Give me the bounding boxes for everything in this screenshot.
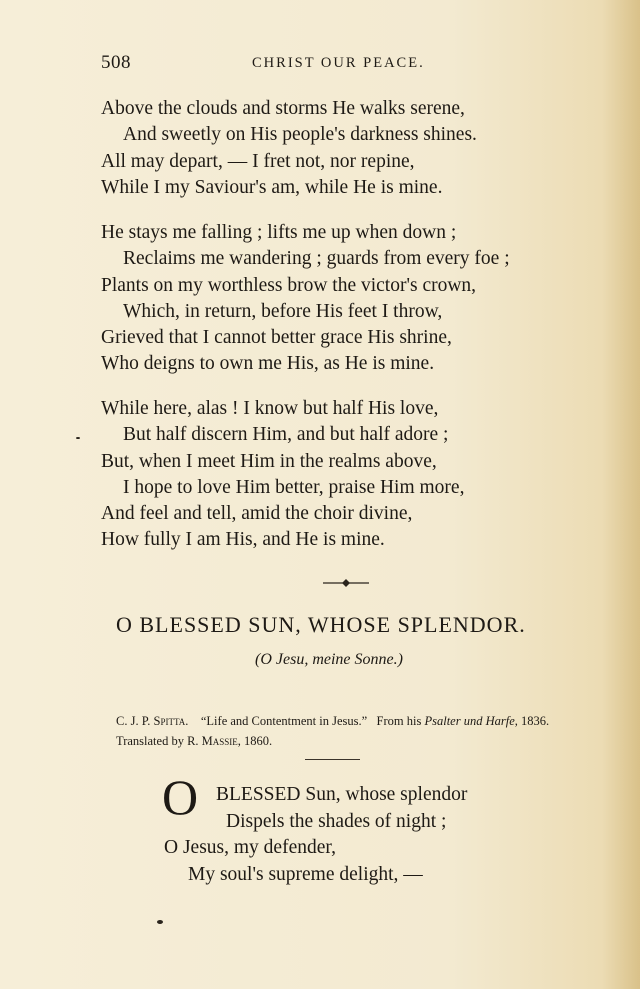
poem-line: All may depart, — I fret not, nor repine, [101,150,415,172]
translator-name: R. Massie [187,734,238,748]
ink-speck [157,920,163,924]
poem-line: Grieved that I cannot better grace His shrine, [101,327,452,349]
translator-year: , 1860. [237,734,273,748]
section-ornament-icon [321,577,371,589]
poem-line: But, when I meet Him in the realms above, [101,450,437,472]
hymn-line: O Jesus, my defender, [164,837,336,858]
translation-note: , 1836. Translated by [116,714,550,748]
poem-line: But half discern Him, and but half adore ; [123,424,449,446]
running-title: CHRIST OUR PEACE. [252,55,425,71]
poem-line: While here, alas ! I know but half His love, [101,398,439,419]
source-title: Psalter und Harfe [424,714,515,728]
page-number: 508 [101,52,131,73]
author-name: C. J. P. Spitta. [116,714,189,728]
hymn-line: My soul's supreme delight, — [188,863,423,885]
divider-rule [305,759,360,760]
stanza-1 [101,96,477,201]
poem-line: And sweetly on His people's darkness shines. [123,124,477,146]
from-text: From his [376,714,422,728]
poem-line: How fully I am His, and He is mine. [101,529,385,551]
hymn-first-stanza [164,782,467,888]
stanza-2 [101,220,510,378]
poem-line: Above the clouds and storms He walks serene, [101,98,465,119]
poem-line: Which, in return, before His feet I throw, [123,300,443,322]
poem-line: He stays me falling ; lifts me up when down ; [101,222,457,243]
ink-speck [76,437,80,439]
poem-line: While I my Saviour's am, while He is mine. [101,176,443,198]
poem-line: Reclaims me wandering ; guards from every foe ; [123,248,510,270]
work-title: “Life and Contentment in Jesus.” [200,714,368,728]
poem-line: I hope to love Him better, praise Him more, [123,476,465,498]
hymn-line: Dispels the shades of night ; [226,810,447,832]
poem-line: And feel and tell, amid the choir divine, [101,503,413,525]
hymn-attribution [116,711,596,751]
poem-line: Who deigns to own me His, as He is mine. [101,353,435,375]
hymn-subtitle: (O Jesu, meine Sonne.) [255,651,403,668]
hymn-line: BLESSED Sun, whose splendor [216,784,468,805]
hymn-title: O BLESSED SUN, WHOSE SPLENDOR. [116,612,526,637]
drop-cap: O [162,769,199,825]
poem-line: Plants on my worthless brow the victor's crown, [101,274,477,296]
stanza-3 [101,396,464,554]
